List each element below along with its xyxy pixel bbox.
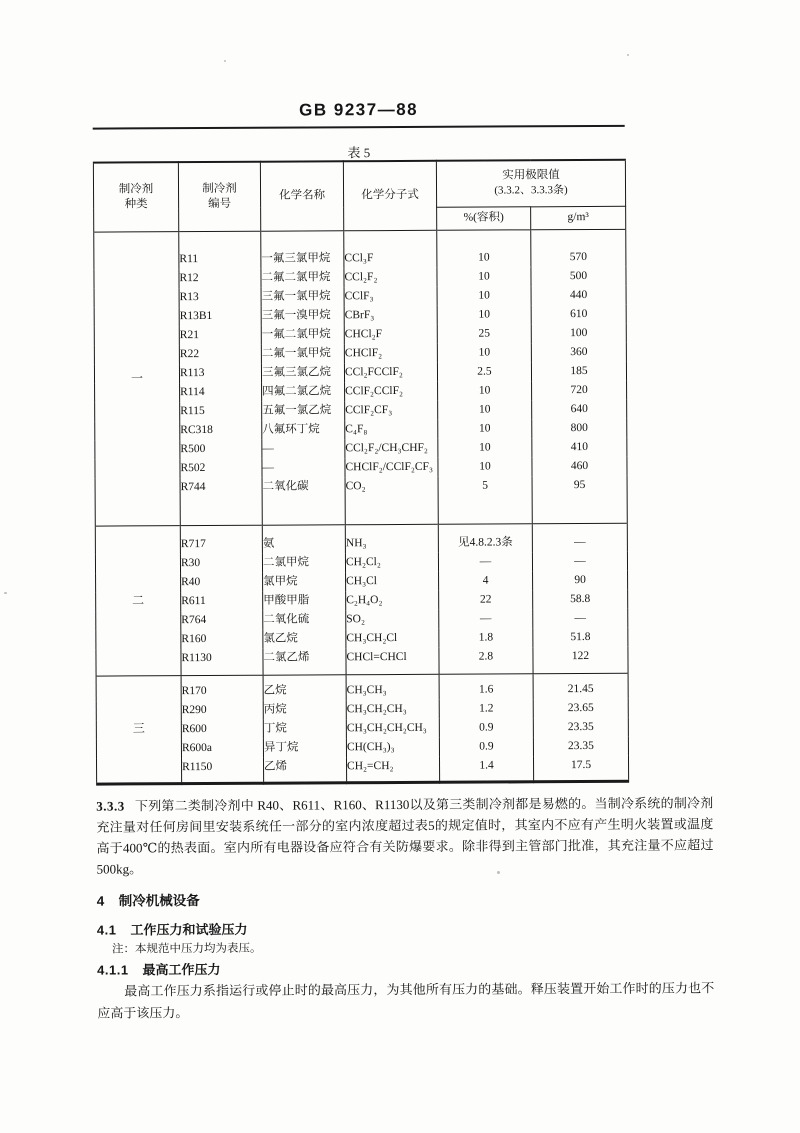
cell-chemical-name: 二氧化硫 xyxy=(263,610,346,629)
cell-category: 三 xyxy=(96,675,182,783)
cell-refrigerant-no: R611 xyxy=(181,591,263,610)
cell-refrigerant-no: R21 xyxy=(179,325,261,344)
cell-percent-volume: 10 xyxy=(437,343,531,362)
cell-chemical-name: — xyxy=(262,458,345,477)
cell-refrigerant-no: R113 xyxy=(179,363,261,382)
note-line: 注：本规范中压力均为表压。 xyxy=(111,942,262,956)
section-title: 工作压力和试验压力 xyxy=(130,921,248,938)
cell-chemical-name: 四氟二氯乙烷 xyxy=(262,382,345,401)
table-caption: 表 5 xyxy=(347,145,371,161)
header-percent-volume: %(容积) xyxy=(437,206,531,229)
standard-code: GB 9237—88 xyxy=(299,99,419,120)
cell-percent-volume: 1.6 xyxy=(439,673,533,699)
cell-chemical-formula: CCl₃F xyxy=(344,230,437,268)
cell-chemical-formula: CClF₂CF₃ xyxy=(345,400,438,419)
cell-refrigerant-no: R160 xyxy=(181,629,263,648)
cell-chemical-formula: CCl₂FCClF₂ xyxy=(344,362,437,381)
cell-percent-volume: — xyxy=(438,552,532,571)
cell-grams-per-m3: 640 xyxy=(532,399,627,418)
cell-refrigerant-no: RC318 xyxy=(180,420,262,439)
table-row xyxy=(94,229,626,269)
cell-chemical-formula: CCl₂F₂/CH₃CHF₂ xyxy=(345,438,438,457)
cell-percent-volume: 2.8 xyxy=(439,647,533,674)
cell-chemical-name: 五氟一氯乙烷 xyxy=(262,401,345,420)
cell-refrigerant-no: R290 xyxy=(181,700,263,719)
cell-category: 二 xyxy=(95,525,181,675)
cell-refrigerant-no: R12 xyxy=(179,268,261,287)
section-4-heading xyxy=(97,889,200,910)
cell-chemical-formula: C₄F₈ xyxy=(345,419,438,438)
cell-refrigerant-no: R744 xyxy=(180,477,262,525)
cell-chemical-name: 三氟三氯乙烷 xyxy=(261,363,344,382)
cell-refrigerant-no: R30 xyxy=(180,553,262,572)
refrigerant-group-3 xyxy=(96,673,629,784)
cell-chemical-name: 二氯甲烷 xyxy=(262,553,345,572)
cell-chemical-formula: CHCl₂F xyxy=(344,324,437,343)
section-number: 4.1 xyxy=(96,922,117,938)
cell-grams-per-m3: 720 xyxy=(532,380,627,399)
cell-percent-volume: 10 xyxy=(438,438,532,457)
header-refrigerant-no xyxy=(178,162,260,231)
header-chemical-formula: 化学分子式 xyxy=(343,161,436,230)
cell-chemical-formula: CH₃Cl xyxy=(346,571,439,590)
cell-chemical-name: 二氧化碳 xyxy=(262,477,345,525)
header-text: 实用极限值 xyxy=(502,169,560,182)
cell-refrigerant-no: R1130 xyxy=(181,648,263,675)
cell-refrigerant-no: R500 xyxy=(180,439,262,458)
cell-chemical-formula: CH₂Cl₂ xyxy=(345,552,438,571)
cell-grams-per-m3: 610 xyxy=(531,304,626,323)
cell-grams-per-m3: 440 xyxy=(531,285,626,304)
section-number: 4 xyxy=(96,893,105,909)
cell-chemical-name: 丙烷 xyxy=(263,700,346,719)
cell-percent-volume: 1.2 xyxy=(439,699,533,718)
cell-grams-per-m3: — xyxy=(532,551,627,570)
section-4-1-1-heading xyxy=(97,959,221,979)
cell-chemical-formula: NH₃ xyxy=(345,524,438,553)
cell-chemical-formula: CH₃CH₂CH₂CH₃ xyxy=(346,718,439,737)
cell-chemical-name: 乙烷 xyxy=(263,674,346,700)
refrigerant-group-1 xyxy=(94,229,628,526)
cell-grams-per-m3: 51.8 xyxy=(533,627,628,646)
refrigerant-group-2 xyxy=(95,523,628,676)
header-row-1 xyxy=(93,160,625,209)
cell-chemical-name: 二氟二氯甲烷 xyxy=(261,268,344,287)
cell-percent-volume: 22 xyxy=(439,590,533,609)
cell-grams-per-m3: 23.35 xyxy=(533,717,628,736)
cell-chemical-name: 二氯乙烯 xyxy=(263,648,346,675)
cell-chemical-name: 丁烷 xyxy=(263,719,346,738)
cell-refrigerant-no: R11 xyxy=(179,231,261,269)
scan-speck xyxy=(4,592,7,594)
cell-chemical-formula: CH₃CH₃ xyxy=(346,674,439,700)
clause-text: 下列第二类制冷剂中 R40、R611、R160、R1130以及第三类制冷剂都是易燃的。当制冷系统的制冷剂充注量对任何房间里安装系统任一部分的室内浓度超过表5的规定值时，其室内不应有产生明火装置或温度高于400℃的热表面。室内所有电器设备应符合有关防爆要求。除非得到主管部门批准，其充注量不应超过500kg。 xyxy=(96,795,714,877)
cell-percent-volume: 5 xyxy=(438,476,532,524)
cell-grams-per-m3: 90 xyxy=(533,570,628,589)
scan-speck xyxy=(530,266,532,268)
cell-percent-volume: 25 xyxy=(437,324,531,343)
cell-grams-per-m3: 500 xyxy=(531,266,626,285)
cell-grams-per-m3: 800 xyxy=(532,418,627,437)
cell-grams-per-m3: 100 xyxy=(531,323,626,342)
cell-refrigerant-no: R13B1 xyxy=(179,306,261,325)
cell-percent-volume: 10 xyxy=(438,400,532,419)
scan-speck xyxy=(224,60,226,62)
cell-chemical-name: 八氟环丁烷 xyxy=(262,420,345,439)
cell-percent-volume: 4 xyxy=(439,571,533,590)
cell-percent-volume: 10 xyxy=(438,381,532,400)
cell-chemical-formula: CH₂=CH₂ xyxy=(346,756,439,782)
cell-refrigerant-no: R600a xyxy=(181,738,263,757)
cell-grams-per-m3: — xyxy=(533,608,628,627)
header-text: 制冷剂 xyxy=(202,182,237,195)
cell-percent-volume: 10 xyxy=(437,286,531,305)
header-practical-limit xyxy=(436,160,625,207)
cell-chemical-formula: CClF₃ xyxy=(344,286,437,305)
cell-chemical-name: 二氟一氯甲烷 xyxy=(261,344,344,363)
cell-chemical-name: 乙烯 xyxy=(263,757,346,783)
header-chemical-name: 化学名称 xyxy=(260,161,343,230)
cell-chemical-name: 三氟一溴甲烷 xyxy=(261,306,344,325)
cell-chemical-name: — xyxy=(262,439,345,458)
cell-chemical-name: 异丁烷 xyxy=(263,738,346,757)
cell-percent-volume: 1.4 xyxy=(439,756,533,782)
cell-grams-per-m3: 95 xyxy=(532,475,627,523)
cell-grams-per-m3: 23.65 xyxy=(533,698,628,717)
cell-refrigerant-no: R170 xyxy=(181,675,263,701)
table-row xyxy=(96,673,628,701)
cell-chemical-formula: SO₂ xyxy=(346,609,439,628)
cell-chemical-formula: CCl₂F₂ xyxy=(344,267,437,286)
header-text: 编号 xyxy=(208,197,232,210)
clause-number: 3.3.3 xyxy=(96,798,125,814)
cell-grams-per-m3: 23.35 xyxy=(533,736,628,755)
cell-refrigerant-no: R764 xyxy=(181,610,263,629)
table-row xyxy=(95,523,627,554)
cell-refrigerant-no: R115 xyxy=(180,401,262,420)
cell-percent-volume: 1.8 xyxy=(439,628,533,647)
cell-grams-per-m3: 410 xyxy=(532,437,627,456)
cell-grams-per-m3: 185 xyxy=(531,361,626,380)
cell-refrigerant-no: R13 xyxy=(179,287,261,306)
cell-percent-volume: 见4.8.2.3条 xyxy=(438,523,532,552)
cell-percent-volume: 10 xyxy=(437,267,531,286)
cell-percent-volume: 10 xyxy=(438,457,532,476)
cell-chemical-formula: C₂H₄O₂ xyxy=(346,590,439,609)
cell-chemical-formula: CHClF₂/CClF₂CF₃ xyxy=(345,457,438,476)
header-refrigerant-kind xyxy=(93,162,178,231)
cell-percent-volume: 10 xyxy=(438,419,532,438)
cell-chemical-name: 甲酸甲脂 xyxy=(263,591,346,610)
cell-grams-per-m3: — xyxy=(532,523,627,552)
section-4-1-heading xyxy=(97,919,248,939)
header-grams-per-m3: g/m³ xyxy=(531,206,626,229)
refrigerant-limit-table xyxy=(93,159,629,785)
cell-grams-per-m3: 17.5 xyxy=(533,755,628,781)
cell-chemical-formula: CH₃CH₂CH₃ xyxy=(346,699,439,718)
cell-chemical-name: 氯乙烷 xyxy=(263,629,346,648)
cell-percent-volume: 2.5 xyxy=(437,362,531,381)
cell-grams-per-m3: 122 xyxy=(533,646,628,673)
title-rule xyxy=(93,125,625,130)
cell-percent-volume: 10 xyxy=(437,229,531,267)
cell-refrigerant-no: R502 xyxy=(180,458,262,477)
cell-refrigerant-no: R40 xyxy=(181,572,263,591)
cell-percent-volume: 0.9 xyxy=(439,737,533,756)
cell-grams-per-m3: 460 xyxy=(532,456,627,475)
section-title: 最高工作压力 xyxy=(142,961,221,978)
cell-refrigerant-no: R600 xyxy=(181,719,263,738)
cell-chemical-name: 一氟三氯甲烷 xyxy=(261,230,344,268)
scan-speck xyxy=(497,871,500,874)
cell-chemical-name: 氯甲烷 xyxy=(263,572,346,591)
section-number: 4.1.1 xyxy=(97,962,129,978)
cell-grams-per-m3: 360 xyxy=(531,342,626,361)
cell-refrigerant-no: R114 xyxy=(180,382,262,401)
cell-percent-volume: — xyxy=(439,609,533,628)
cell-chemical-formula: CH₃CH₂Cl xyxy=(346,628,439,647)
cell-percent-volume: 0.9 xyxy=(439,718,533,737)
clause-3-3-3 xyxy=(96,792,713,879)
table-header xyxy=(93,160,625,232)
section-title: 制冷机械设备 xyxy=(118,893,200,909)
cell-chemical-formula: CBrF₃ xyxy=(344,305,437,324)
cell-chemical-formula: CClF₂CClF₂ xyxy=(345,381,438,400)
scan-speck xyxy=(627,54,629,56)
cell-chemical-name: 三氟一氯甲烷 xyxy=(261,287,344,306)
paragraph-4-1-1: 最高工作压力系指运行或停止时的最高压力，为其他所有压力的基础。释压装置开始工作时的压力也不应高于该压力。 xyxy=(97,980,715,1021)
cell-chemical-name: 氨 xyxy=(262,524,345,553)
cell-percent-volume: 10 xyxy=(437,305,531,324)
cell-chemical-formula: CHCl=CHCl xyxy=(346,647,439,674)
cell-chemical-formula: CH(CH₃)₃ xyxy=(346,737,439,756)
cell-grams-per-m3: 570 xyxy=(531,229,626,267)
cell-refrigerant-no: R717 xyxy=(180,525,262,554)
cell-refrigerant-no: R1150 xyxy=(181,757,263,783)
cell-chemical-formula: CO₂ xyxy=(345,476,438,524)
cell-grams-per-m3: 21.45 xyxy=(533,673,628,699)
header-text: 种类 xyxy=(124,198,148,211)
cell-refrigerant-no: R22 xyxy=(179,344,261,363)
cell-grams-per-m3: 58.8 xyxy=(533,589,628,608)
cell-category: 一 xyxy=(94,231,181,525)
cell-chemical-formula: CHClF₂ xyxy=(344,343,437,362)
header-text: (3.3.2、3.3.3条) xyxy=(494,184,568,197)
header-text: 制冷剂 xyxy=(118,183,154,196)
cell-chemical-name: 一氟二氯甲烷 xyxy=(261,325,344,344)
